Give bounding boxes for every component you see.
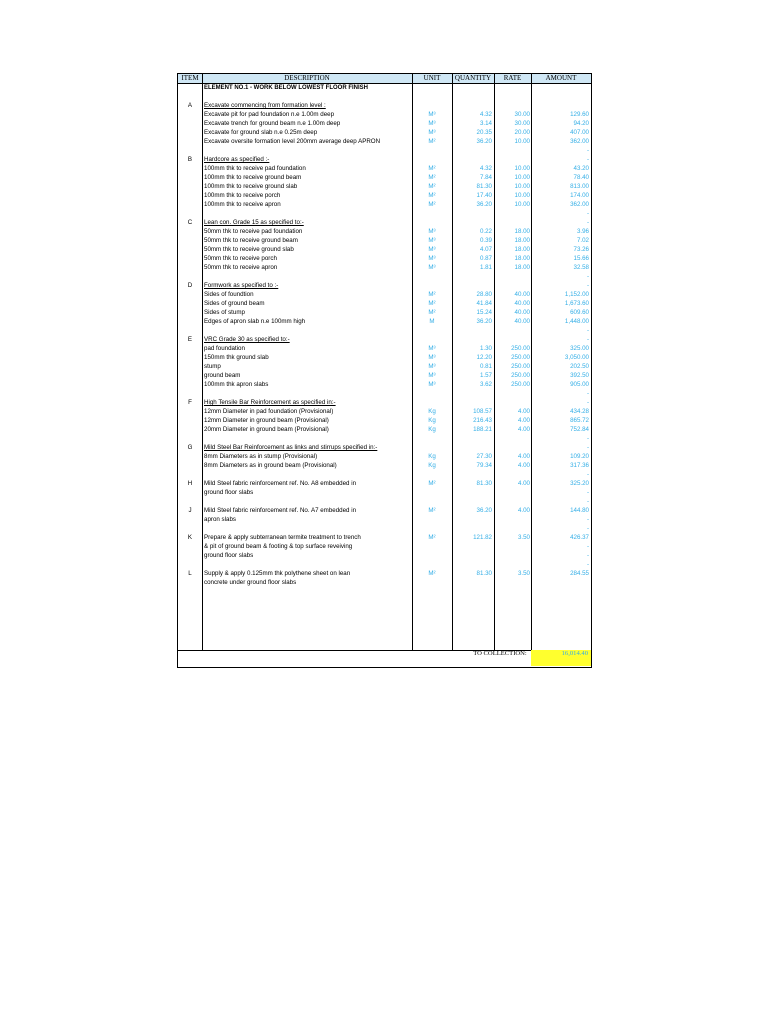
quantity-cell: 36.20 bbox=[476, 318, 492, 325]
table-row bbox=[178, 506, 591, 515]
amount-cell: 325.20 bbox=[570, 480, 589, 487]
quantity-cell: 3.62 bbox=[479, 381, 492, 388]
description-cell: Supply & apply 0.125mm thk polythene sheet on lean bbox=[204, 570, 351, 577]
table-row bbox=[178, 398, 591, 407]
quantity-cell: 108.57 bbox=[473, 408, 492, 415]
table-row bbox=[178, 290, 591, 299]
amount-cell: - bbox=[586, 516, 589, 523]
rate-cell: 250.00 bbox=[511, 354, 530, 361]
description-cell: Formwork as specified to :- bbox=[204, 282, 279, 289]
unit-cell: M² bbox=[428, 570, 436, 577]
description-cell: Excavate pit for pad foundation n.e 1.00m deep bbox=[204, 111, 335, 118]
description-cell: 8mm Diameters as in stump (Provisional) bbox=[204, 453, 318, 460]
description-cell: Excavate oversite formation level 200mm average deep APRON bbox=[204, 138, 381, 145]
amount-cell: 78.40 bbox=[573, 174, 589, 181]
amount-cell: - bbox=[586, 390, 589, 397]
unit-cell: Kg bbox=[428, 453, 436, 460]
description-cell: High Tensile Bar Reinforcement as specified in:- bbox=[204, 399, 336, 406]
table-row bbox=[178, 209, 591, 218]
amount-cell: - bbox=[586, 327, 589, 334]
table-row bbox=[178, 191, 591, 200]
table-row bbox=[178, 326, 591, 335]
table-row bbox=[178, 200, 591, 209]
table-row bbox=[178, 164, 591, 173]
quantity-cell: 121.82 bbox=[473, 534, 492, 541]
unit-cell: M² bbox=[428, 507, 436, 514]
table-row bbox=[178, 245, 591, 254]
table-row bbox=[178, 227, 591, 236]
table-row bbox=[178, 128, 591, 137]
table-row bbox=[178, 299, 591, 308]
unit-cell: M³ bbox=[428, 120, 436, 127]
amount-cell: 317.36 bbox=[570, 462, 589, 469]
item-cell: A bbox=[187, 102, 193, 109]
quantity-cell: 4.32 bbox=[479, 111, 492, 118]
amount-cell: - bbox=[586, 219, 589, 226]
amount-cell: 905.00 bbox=[570, 381, 589, 388]
item-cell: C bbox=[187, 219, 193, 226]
rate-cell: 4.00 bbox=[517, 417, 530, 424]
table-row bbox=[178, 263, 591, 272]
description-cell: concrete under ground floor slabs bbox=[204, 579, 297, 586]
amount-cell: 32.58 bbox=[573, 264, 589, 271]
unit-cell: M³ bbox=[428, 363, 436, 370]
table-row bbox=[178, 533, 591, 542]
unit-cell: M² bbox=[428, 480, 436, 487]
unit-cell: M² bbox=[428, 300, 436, 307]
description-cell: 100mm thk apron slabs bbox=[204, 381, 269, 388]
amount-cell: 865.72 bbox=[570, 417, 589, 424]
unit-cell: M³ bbox=[428, 237, 436, 244]
rate-cell: 18.00 bbox=[514, 264, 530, 271]
header-amount: AMOUNT bbox=[545, 74, 577, 82]
description-cell: pad foundation bbox=[204, 345, 245, 352]
description-cell: 50mm thk to receive pad foundation bbox=[204, 228, 303, 235]
table-row bbox=[178, 137, 591, 146]
description-cell: Excavate trench for ground beam n.e 1.00m deep bbox=[204, 120, 341, 127]
table-row bbox=[178, 353, 591, 362]
rate-cell: 4.00 bbox=[517, 507, 530, 514]
table-row bbox=[178, 182, 591, 191]
unit-cell: M³ bbox=[428, 264, 436, 271]
header-rate: RATE bbox=[503, 74, 522, 82]
description-cell: VRC Grade 30 as specified to:- bbox=[204, 336, 290, 343]
header-item: ITEM bbox=[181, 74, 199, 82]
table-row bbox=[178, 479, 591, 488]
unit-cell: M² bbox=[428, 309, 436, 316]
header-quantity: QUANTITY bbox=[454, 74, 492, 82]
amount-cell: 407.00 bbox=[570, 129, 589, 136]
table-row bbox=[178, 443, 591, 452]
amount-cell: - bbox=[586, 561, 589, 568]
quantity-cell: 188.21 bbox=[473, 426, 492, 433]
description-cell: & pit of ground beam & footing & top surface reveiving bbox=[204, 543, 353, 550]
unit-cell: M² bbox=[428, 165, 436, 172]
amount-cell: 362.00 bbox=[570, 201, 589, 208]
unit-cell: M² bbox=[428, 201, 436, 208]
amount-cell: - bbox=[586, 435, 589, 442]
rate-cell: 250.00 bbox=[511, 381, 530, 388]
description-cell: Sides of foundtion bbox=[204, 291, 254, 298]
description-cell: 100mm thk to receive ground slab bbox=[204, 183, 298, 190]
amount-cell: 1,448.00 bbox=[564, 318, 589, 325]
rate-cell: 30.00 bbox=[514, 111, 530, 118]
amount-cell: - bbox=[586, 552, 589, 559]
amount-cell: 362.00 bbox=[570, 138, 589, 145]
quantity-cell: 81.30 bbox=[476, 480, 492, 487]
rate-cell: 3.50 bbox=[517, 534, 530, 541]
amount-cell: 94.20 bbox=[573, 120, 589, 127]
rate-cell: 4.00 bbox=[517, 408, 530, 415]
rate-cell: 40.00 bbox=[514, 300, 530, 307]
description-cell: Mild Steel fabric reinforcement ref. No. A7 embedded in bbox=[204, 507, 357, 514]
unit-cell: M³ bbox=[428, 372, 436, 379]
table-row bbox=[178, 236, 591, 245]
amount-cell: 3.96 bbox=[576, 228, 589, 235]
table-row bbox=[178, 470, 591, 479]
unit-cell: Kg bbox=[428, 462, 436, 469]
quantity-cell: 17.40 bbox=[476, 192, 492, 199]
unit-cell: M³ bbox=[428, 246, 436, 253]
amount-cell: 73.26 bbox=[573, 246, 589, 253]
description-cell: Mild Steel fabric reinforcement ref. No. A8 embedded in bbox=[204, 480, 357, 487]
amount-cell: 43.20 bbox=[573, 165, 589, 172]
quantity-cell: 27.30 bbox=[476, 453, 492, 460]
amount-cell: 129.60 bbox=[570, 111, 589, 118]
table-row bbox=[178, 155, 591, 164]
quantity-cell: 81.30 bbox=[476, 570, 492, 577]
table-row bbox=[178, 281, 591, 290]
table-row bbox=[178, 524, 591, 533]
item-cell: D bbox=[187, 282, 193, 289]
table-row bbox=[178, 560, 591, 569]
table-row bbox=[178, 218, 591, 227]
table-row bbox=[178, 272, 591, 281]
amount-cell: 15.66 bbox=[573, 255, 589, 262]
amount-cell: 434.28 bbox=[570, 408, 589, 415]
rate-cell: 4.00 bbox=[517, 462, 530, 469]
quantity-cell: 216.43 bbox=[473, 417, 492, 424]
description-cell: 20mm Diameter in ground beam (Provisional) bbox=[204, 426, 329, 433]
description-cell: 12mm Diameter in ground beam (Provisional) bbox=[204, 417, 329, 424]
amount-cell: - bbox=[586, 210, 589, 217]
rate-cell: 10.00 bbox=[514, 201, 530, 208]
quantity-cell: 36.20 bbox=[476, 201, 492, 208]
rate-cell: 18.00 bbox=[514, 228, 530, 235]
table-row bbox=[178, 362, 591, 371]
quantity-cell: 1.57 bbox=[479, 372, 492, 379]
rate-cell: 40.00 bbox=[514, 318, 530, 325]
amount-cell: - bbox=[586, 399, 589, 406]
unit-cell: M² bbox=[428, 534, 436, 541]
amount-cell: - bbox=[586, 282, 589, 289]
description-cell: Excavate for ground slab n.e 0.25m deep bbox=[204, 129, 318, 136]
bill-of-quantities-sheet bbox=[177, 73, 592, 668]
table-row bbox=[178, 461, 591, 470]
table-row bbox=[178, 317, 591, 326]
item-cell: L bbox=[188, 570, 192, 577]
description-cell: Lean con. Grade 15 as specified to:- bbox=[204, 219, 304, 226]
table-row bbox=[178, 542, 591, 551]
description-cell: ground floor slabs bbox=[204, 489, 254, 496]
description-cell: 150mm thk ground slab bbox=[204, 354, 269, 361]
amount-cell: 1,673.60 bbox=[564, 300, 589, 307]
amount-cell: 752.84 bbox=[570, 426, 589, 433]
quantity-cell: 0.81 bbox=[479, 363, 492, 370]
amount-cell: 3,050.00 bbox=[564, 354, 589, 361]
unit-cell: Kg bbox=[428, 417, 436, 424]
item-cell: H bbox=[187, 480, 193, 487]
item-cell: J bbox=[188, 507, 192, 514]
amount-cell: 325.00 bbox=[570, 345, 589, 352]
quantity-cell: 4.32 bbox=[479, 165, 492, 172]
amount-cell: 609.60 bbox=[570, 309, 589, 316]
description-cell: Prepare & apply subterranean termite treatment to trench bbox=[204, 534, 361, 541]
table-row bbox=[178, 254, 591, 263]
quantity-cell: 41.84 bbox=[476, 300, 492, 307]
unit-cell: M² bbox=[428, 138, 436, 145]
description-cell: Hardcore as specified :- bbox=[204, 156, 270, 163]
unit-cell: M³ bbox=[428, 228, 436, 235]
table-row bbox=[178, 380, 591, 389]
rate-cell: 40.00 bbox=[514, 309, 530, 316]
rate-cell: 10.00 bbox=[514, 192, 530, 199]
table-row bbox=[178, 389, 591, 398]
description-cell: 50mm thk to receive ground slab bbox=[204, 246, 294, 253]
table-row bbox=[178, 515, 591, 524]
item-cell: E bbox=[187, 336, 193, 343]
table-row bbox=[178, 335, 591, 344]
table-row bbox=[178, 434, 591, 443]
rate-cell: 18.00 bbox=[514, 255, 530, 262]
amount-cell: - bbox=[586, 471, 589, 478]
rate-cell: 250.00 bbox=[511, 372, 530, 379]
rate-cell: 3.50 bbox=[517, 570, 530, 577]
description-cell: Mild Steel Bar Reinforcement as links and stirrups specified in:- bbox=[204, 444, 378, 451]
collection-total-cell bbox=[531, 650, 591, 666]
unit-cell: M³ bbox=[428, 345, 436, 352]
unit-cell: M³ bbox=[428, 129, 436, 136]
quantity-cell: 0.87 bbox=[479, 255, 492, 262]
description-cell: Sides of stump bbox=[204, 309, 245, 316]
unit-cell: M bbox=[429, 318, 435, 325]
table-row bbox=[178, 101, 591, 110]
unit-cell: M³ bbox=[428, 381, 436, 388]
amount-cell: 284.55 bbox=[570, 570, 589, 577]
amount-cell: 202.50 bbox=[570, 363, 589, 370]
unit-cell: Kg bbox=[428, 408, 436, 415]
unit-cell: M² bbox=[428, 183, 436, 190]
table-row bbox=[178, 578, 591, 587]
unit-cell: Kg bbox=[428, 426, 436, 433]
quantity-cell: 1.81 bbox=[479, 264, 492, 271]
rate-cell: 250.00 bbox=[511, 345, 530, 352]
amount-cell: 144.80 bbox=[570, 507, 589, 514]
description-cell: stump bbox=[204, 363, 221, 370]
description-cell: 100mm thk to receive porch bbox=[204, 192, 281, 199]
item-cell: B bbox=[187, 156, 193, 163]
description-cell: Sides of ground beam bbox=[204, 300, 265, 307]
table-row bbox=[178, 146, 591, 155]
rate-cell: 18.00 bbox=[514, 237, 530, 244]
table-row bbox=[178, 110, 591, 119]
amount-cell: - bbox=[586, 336, 589, 343]
table-row bbox=[178, 551, 591, 560]
quantity-cell: 20.35 bbox=[476, 129, 492, 136]
table-row bbox=[178, 344, 591, 353]
unit-cell: M² bbox=[428, 192, 436, 199]
rate-cell: 18.00 bbox=[514, 246, 530, 253]
quantity-cell: 7.84 bbox=[479, 174, 492, 181]
unit-cell: M² bbox=[428, 174, 436, 181]
rate-cell: 250.00 bbox=[511, 363, 530, 370]
quantity-cell: 81.30 bbox=[476, 183, 492, 190]
quantity-cell: 1.30 bbox=[479, 345, 492, 352]
description-cell: 100mm thk to receive apron bbox=[204, 201, 281, 208]
amount-cell: - bbox=[586, 156, 589, 163]
quantity-cell: 3.14 bbox=[479, 120, 492, 127]
amount-cell: - bbox=[586, 444, 589, 451]
amount-cell: - bbox=[586, 543, 589, 550]
description-cell: 8mm Diameters as in ground beam (Provisional) bbox=[204, 462, 337, 469]
description-cell: 50mm thk to receive ground beam bbox=[204, 237, 298, 244]
item-cell: F bbox=[188, 399, 192, 406]
rate-cell: 10.00 bbox=[514, 174, 530, 181]
table-row bbox=[178, 416, 591, 425]
unit-cell: M³ bbox=[428, 354, 436, 361]
description-cell: 50mm thk to receive porch bbox=[204, 255, 277, 262]
description-cell: Edges of apron slab n.e 100mm high bbox=[204, 318, 306, 325]
quantity-cell: 36.20 bbox=[476, 507, 492, 514]
header-description: DESCRIPTION bbox=[284, 74, 330, 82]
quantity-cell: 0.22 bbox=[479, 228, 492, 235]
table-row bbox=[178, 497, 591, 506]
header-row bbox=[178, 74, 591, 84]
table-row bbox=[178, 569, 591, 578]
table-row bbox=[178, 488, 591, 497]
rate-cell: 10.00 bbox=[514, 183, 530, 190]
rate-cell: 10.00 bbox=[514, 165, 530, 172]
amount-cell: - bbox=[586, 525, 589, 532]
quantity-cell: 4.07 bbox=[479, 246, 492, 253]
table-row bbox=[178, 452, 591, 461]
rate-cell: 4.00 bbox=[517, 480, 530, 487]
item-cell: G bbox=[187, 444, 193, 451]
unit-cell: M³ bbox=[428, 111, 436, 118]
amount-cell: - bbox=[586, 147, 589, 154]
amount-cell: 813.00 bbox=[570, 183, 589, 190]
item-cell: K bbox=[187, 534, 193, 541]
table-row bbox=[178, 119, 591, 128]
table-row bbox=[178, 425, 591, 434]
quantity-cell: 0.39 bbox=[479, 237, 492, 244]
amount-cell: 426.37 bbox=[570, 534, 589, 541]
amount-cell: 174.00 bbox=[570, 192, 589, 199]
quantity-cell: 12.20 bbox=[476, 354, 492, 361]
description-cell: 100mm thk to receive ground beam bbox=[204, 174, 302, 181]
rate-cell: 4.00 bbox=[517, 453, 530, 460]
description-cell: apron slabs bbox=[204, 516, 236, 523]
amount-cell: 392.50 bbox=[570, 372, 589, 379]
rate-cell: 10.00 bbox=[514, 138, 530, 145]
description-cell: 50mm thk to receive apron bbox=[204, 264, 278, 271]
table-row bbox=[178, 371, 591, 380]
amount-cell: - bbox=[586, 489, 589, 496]
collection-label: TO COLLECTION: bbox=[473, 650, 527, 657]
description-cell: ground floor slabs bbox=[204, 552, 254, 559]
element-title: ELEMENT NO.1 - WORK BELOW LOWEST FLOOR FINISH bbox=[204, 85, 368, 91]
rate-cell: 40.00 bbox=[514, 291, 530, 298]
rate-cell: 20.00 bbox=[514, 129, 530, 136]
quantity-cell: 79.34 bbox=[476, 462, 492, 469]
table-row bbox=[178, 407, 591, 416]
table-row bbox=[178, 308, 591, 317]
table-row bbox=[178, 173, 591, 182]
description-cell: ground beam bbox=[204, 372, 241, 379]
quantity-cell: 28.80 bbox=[476, 291, 492, 298]
amount-cell: 7.02 bbox=[576, 237, 589, 244]
description-cell: 100mm thk to receive pad foundation bbox=[204, 165, 306, 172]
amount-cell: - bbox=[586, 273, 589, 280]
rate-cell: 4.00 bbox=[517, 426, 530, 433]
quantity-cell: 36.20 bbox=[476, 138, 492, 145]
description-cell: 12mm Diameter in pad foundation (Provisional) bbox=[204, 408, 334, 415]
unit-cell: M³ bbox=[428, 255, 436, 262]
header-unit: UNIT bbox=[423, 74, 441, 82]
unit-cell: M² bbox=[428, 291, 436, 298]
amount-cell: 109.20 bbox=[570, 453, 589, 460]
amount-cell: 1,152.00 bbox=[564, 291, 589, 298]
amount-cell: - bbox=[586, 498, 589, 505]
description-cell: Excavate commencing from formation level : bbox=[204, 102, 326, 109]
collection-total: 16,014.40 bbox=[561, 650, 588, 657]
rate-cell: 30.00 bbox=[514, 120, 530, 127]
quantity-cell: 15.24 bbox=[476, 309, 492, 316]
